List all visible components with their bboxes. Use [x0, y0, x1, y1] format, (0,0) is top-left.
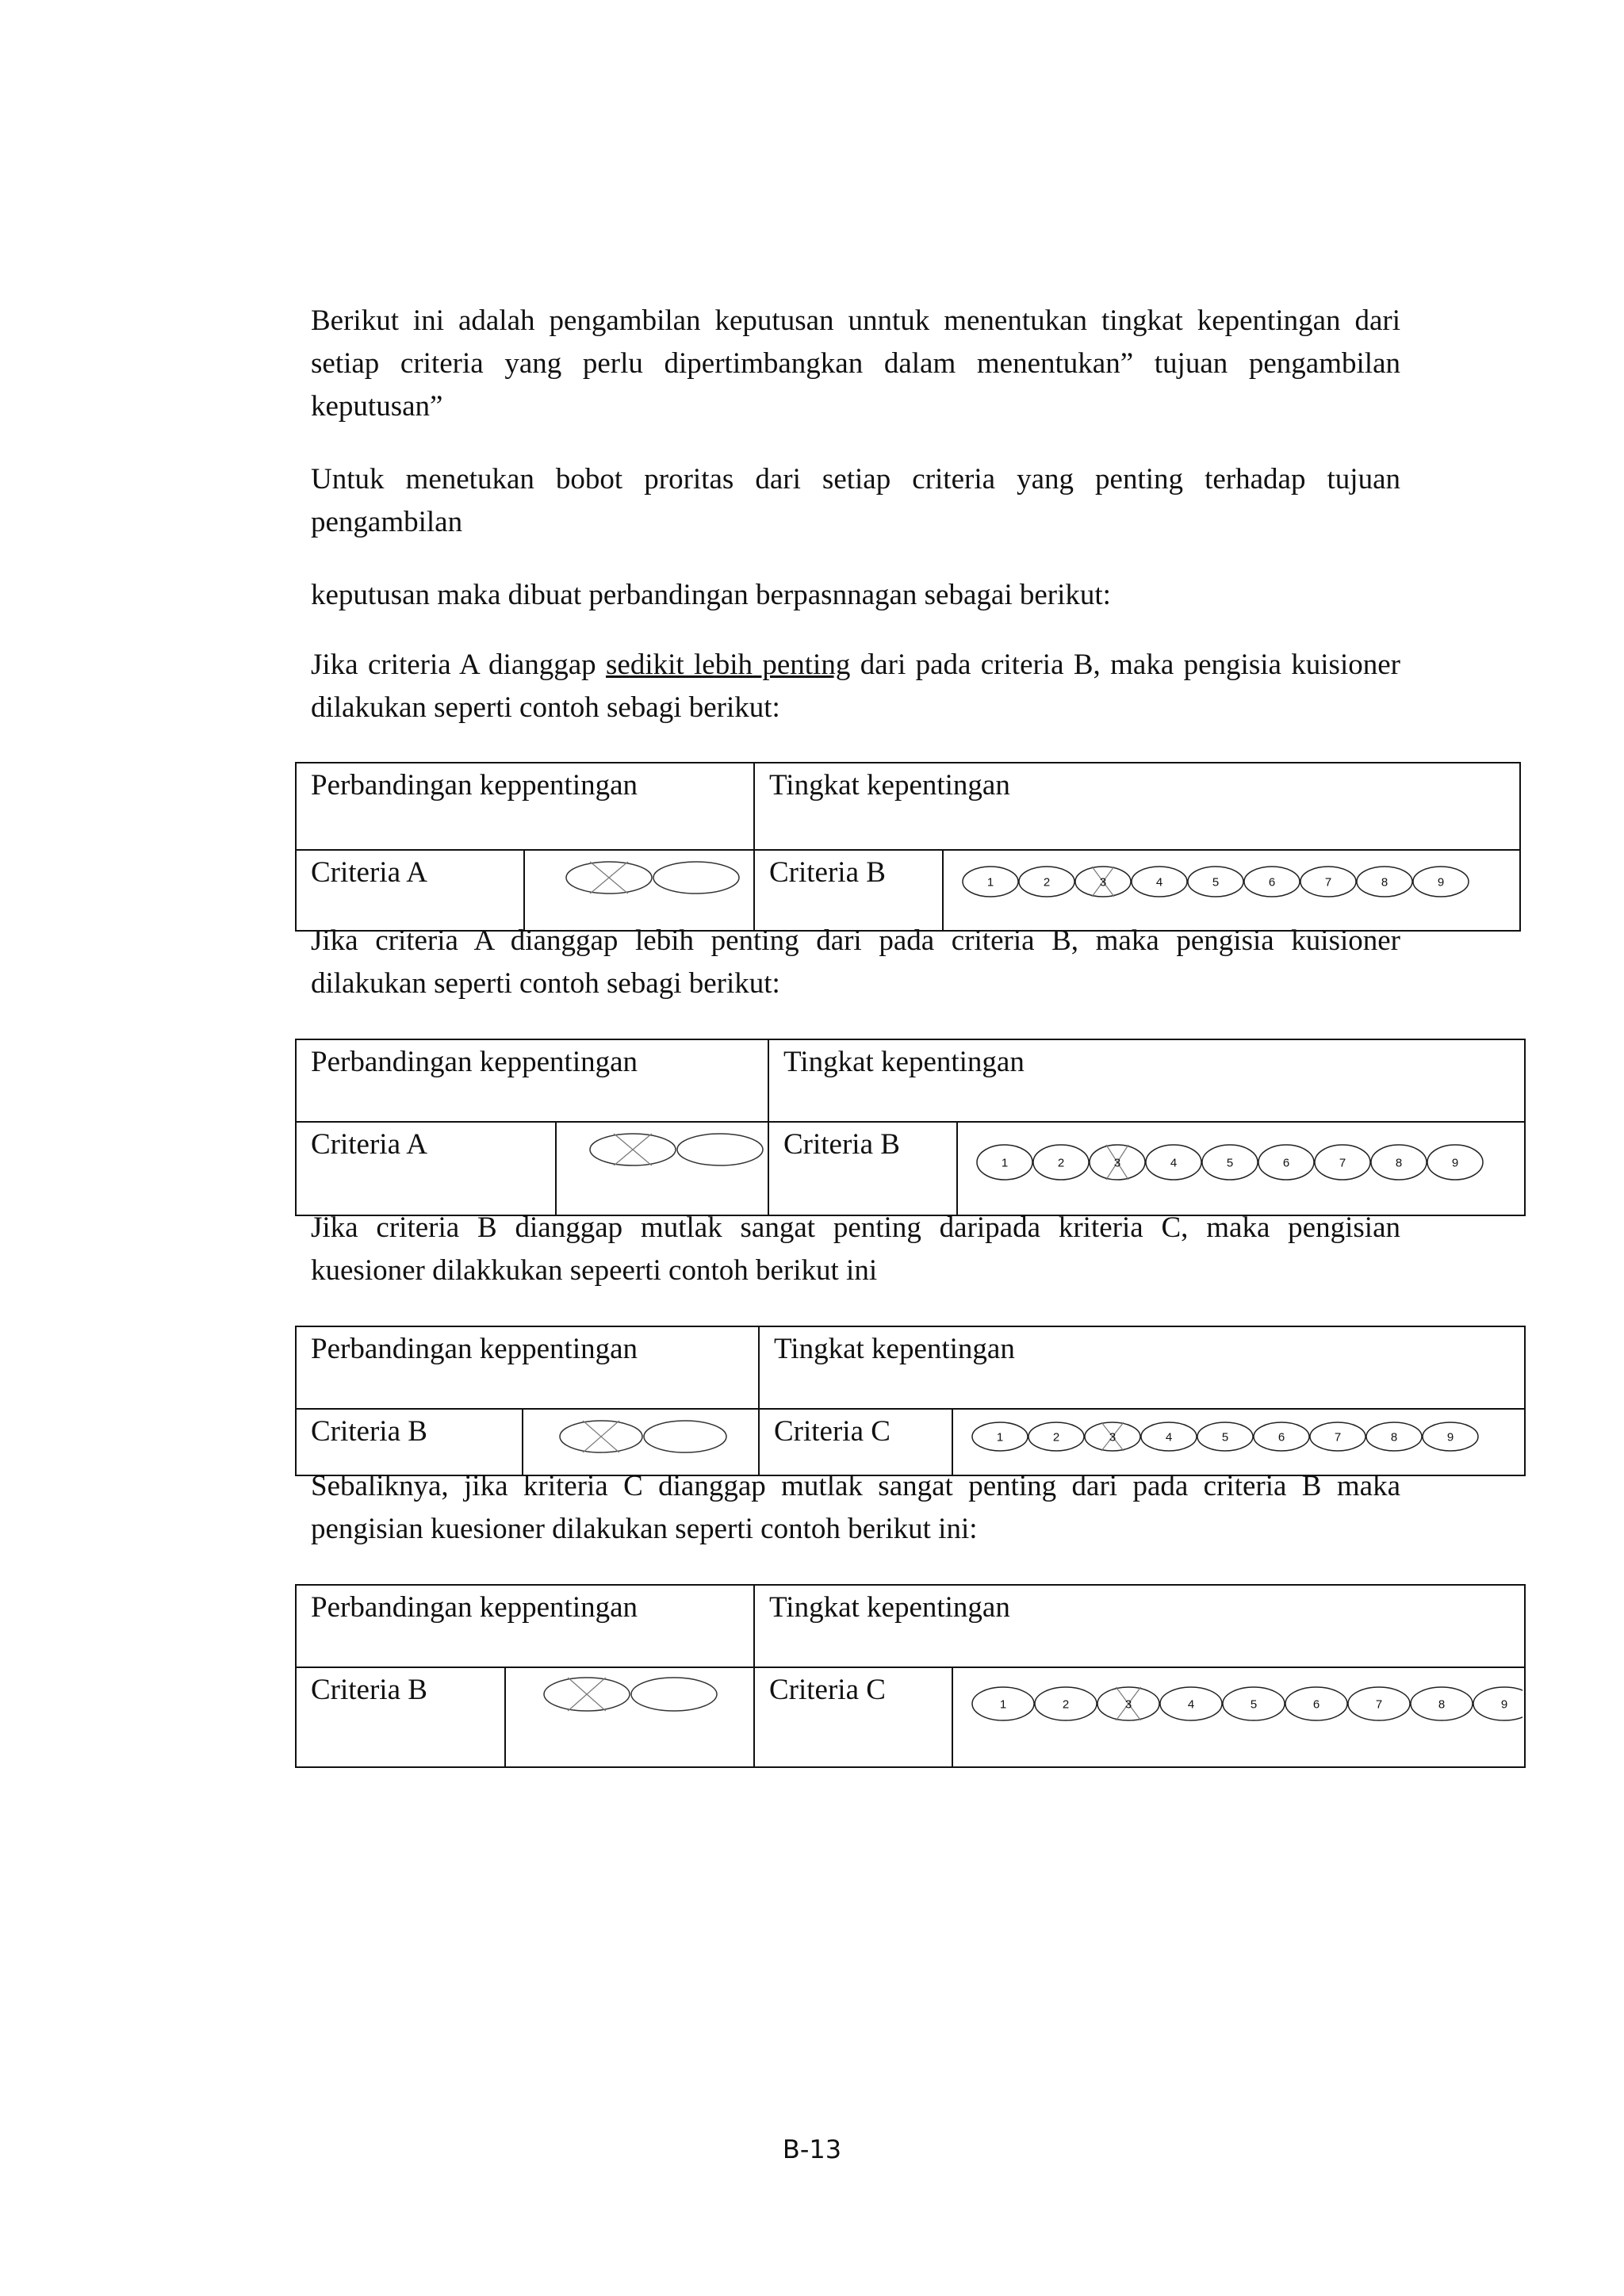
scale-label: 2	[1043, 875, 1051, 890]
scale-label: 3	[1109, 1430, 1116, 1445]
scale-label: 6	[1312, 1697, 1320, 1712]
scale-label: 5	[1250, 1697, 1258, 1712]
table-header-importance: Tingkat kepentingan	[759, 1326, 1525, 1409]
comparison-table-3	[295, 1326, 1526, 1476]
scale-option-9[interactable]	[1473, 1687, 1522, 1720]
scale-label: 5	[1226, 1156, 1234, 1170]
scale-label: 8	[1390, 1430, 1398, 1445]
scale-label: 8	[1381, 875, 1388, 890]
importance-scale-cell[interactable]	[952, 1667, 1525, 1767]
scale-label: 7	[1339, 1156, 1346, 1170]
example-1-text-end: dari pada criteria B, maka pengisia kuisioner dilakukan seperti contoh sebagi berikut:	[311, 649, 1400, 724]
scale-label: 6	[1268, 875, 1276, 890]
scale-label: 4	[1165, 1430, 1173, 1445]
choice-ellipses-graphic[interactable]	[506, 1668, 752, 1757]
example-1-paragraph	[311, 644, 1400, 729]
example-3-paragraph: Jika criteria B dianggap mutlak sangat penting daripada kriteria C, maka pengisian kuesioner dilakkukan sepeerti contoh berikut ini	[311, 1211, 1400, 1287]
table-header-importance: Tingkat kepentingan	[754, 763, 1520, 850]
right-criteria-label: Criteria C	[759, 1409, 952, 1475]
table-header-importance: Tingkat kepentingan	[754, 1585, 1525, 1667]
choice-ellipse[interactable]	[677, 1134, 763, 1165]
left-criteria-label: Criteria A	[296, 1122, 556, 1215]
scale-label: 8	[1395, 1156, 1403, 1170]
choice-ellipses[interactable]	[505, 1667, 754, 1767]
importance-scale[interactable]	[953, 1668, 1522, 1757]
scale-label: 2	[1062, 1697, 1070, 1712]
right-criteria-label: Criteria B	[768, 1122, 957, 1215]
scale-label: 7	[1375, 1697, 1383, 1712]
intro-paragraph: Berikut ini adalah pengambilan keputusan unntuk menentukan tingkat kepentingan dari setiap criteria yang perlu dipertimbangkan dalam menentukan” tujuan pengambilan keputusan”	[311, 304, 1400, 423]
scale-label: 5	[1212, 875, 1220, 890]
importance-scale[interactable]	[944, 851, 1518, 920]
choice-ellipse[interactable]	[644, 1421, 726, 1452]
scale-label: 5	[1221, 1430, 1229, 1445]
choice-ellipse[interactable]	[631, 1678, 717, 1711]
choice-ellipses[interactable]	[556, 1122, 768, 1215]
scale-label: 1	[996, 1430, 1004, 1445]
scale-label: 2	[1057, 1156, 1065, 1170]
importance-scale-cell[interactable]	[943, 850, 1520, 931]
comparison-table-2	[295, 1039, 1526, 1216]
table-header-importance: Tingkat kepentingan	[768, 1039, 1525, 1122]
scale-label: 4	[1155, 875, 1163, 890]
table-header-comparison: Perbandingan keppentingan	[296, 1039, 768, 1122]
choice-ellipses-graphic[interactable]	[557, 1123, 766, 1205]
choice-ellipses-graphic[interactable]	[525, 851, 752, 920]
scale-label: 9	[1437, 875, 1445, 890]
left-criteria-label: Criteria B	[296, 1409, 523, 1475]
table-header-comparison: Perbandingan keppentingan	[296, 1585, 754, 1667]
importance-scale[interactable]	[953, 1410, 1522, 1465]
choice-ellipse[interactable]	[653, 862, 739, 894]
page-number: B-13	[782, 2134, 842, 2164]
method-paragraph-continued: keputusan maka dibuat perbandingan berpasnnagan sebagai berikut:	[311, 579, 1111, 611]
example-2-paragraph: Jika criteria A dianggap lebih penting dari pada criteria B, maka pengisia kuisioner dilakukan seperti contoh sebagi berikut:	[311, 924, 1400, 1000]
scale-label: 6	[1282, 1156, 1290, 1170]
example-1-emphasis: sedikit lebih penting	[606, 649, 851, 681]
scale-label: 9	[1500, 1697, 1508, 1712]
comparison-table-4	[295, 1584, 1526, 1768]
table-header-comparison: Perbandingan keppentingan	[296, 1326, 759, 1409]
left-criteria-label: Criteria A	[296, 850, 524, 931]
scale-label: 1	[1001, 1156, 1009, 1170]
scale-label: 9	[1446, 1430, 1454, 1445]
table-header-comparison: Perbandingan keppentingan	[296, 763, 754, 850]
method-paragraph: Untuk menetukan bobot proritas dari setiap criteria yang penting terhadap tujuan pengambilan	[311, 463, 1400, 538]
right-criteria-label: Criteria B	[754, 850, 943, 931]
choice-ellipses[interactable]	[524, 850, 754, 931]
importance-scale[interactable]	[958, 1123, 1522, 1205]
scale-label: 8	[1438, 1697, 1446, 1712]
scale-label: 6	[1277, 1430, 1285, 1445]
scale-label: 1	[999, 1697, 1007, 1712]
scale-label: 2	[1052, 1430, 1060, 1445]
scale-label: 1	[986, 875, 994, 890]
example-1-text-start: Jika criteria A dianggap	[311, 649, 607, 681]
comparison-table-1	[295, 762, 1521, 932]
scale-label: 3	[1124, 1697, 1132, 1712]
left-criteria-label: Criteria B	[296, 1667, 505, 1767]
choice-ellipses-graphic[interactable]	[523, 1410, 756, 1465]
scale-label: 4	[1170, 1156, 1178, 1170]
scale-label: 3	[1099, 875, 1107, 890]
scale-label: 7	[1324, 875, 1332, 890]
scale-label: 9	[1451, 1156, 1459, 1170]
scale-label: 7	[1334, 1430, 1342, 1445]
scale-label: 3	[1113, 1156, 1121, 1170]
importance-scale-cell[interactable]	[957, 1122, 1525, 1215]
right-criteria-label: Criteria C	[754, 1667, 952, 1767]
example-4-paragraph: Sebaliknya, jika kriteria C dianggap mutlak sangat penting dari pada criteria B maka pengisian kuesioner dilakukan seperti contoh berikut ini:	[311, 1470, 1400, 1545]
scale-label: 4	[1187, 1697, 1195, 1712]
